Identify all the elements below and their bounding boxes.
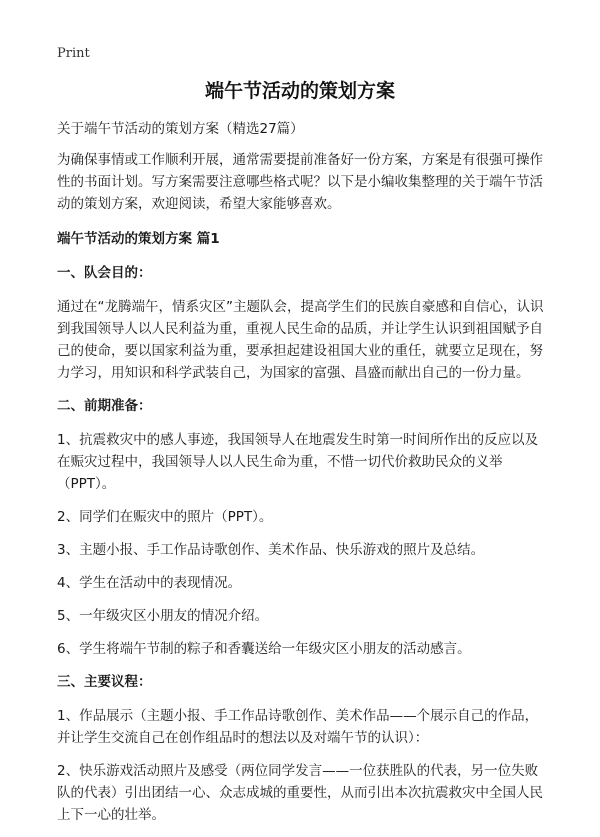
intro-paragraph: 为确保事情或工作顺利开展，通常需要提前准备好一份方案，方案是有很强可操作性的书面计划。写方案需要注意哪些格式呢？以下是小编收集整理的关于端午节活动的策划方案，欢迎阅读，希望大家能够喜欢。 <box>57 152 543 212</box>
list-item: 5、一年级灾区小朋友的情况介绍。 <box>57 608 269 624</box>
purpose-paragraph: 通过在“龙腾端午，情系灾区”主题队会，提高学生们的民族自豪感和自信心，认识到我国领导人以人民利益为重，重视人民生命的品质，并让学生认识到祖国赋予自己的使命，要以国家利益为重，要承担起建设祖国大业的重任，就要立足现在，努力学习，用知识和科学武装自己，为国家的富强、昌盛而献出自己的一份力量。 <box>57 299 544 381</box>
document-title: 端午节活动的策划方案 <box>204 80 395 102</box>
heading-agenda: 三、主要议程： <box>57 674 152 690</box>
list-item: 2、同学们在赈灾中的照片（PPT）。 <box>57 509 273 525</box>
heading-purpose: 一、队会目的： <box>57 265 152 281</box>
list-item: 2、快乐游戏活动照片及感受（两位同学发言——一位获胜队的代表，另一位失败队的代表）引出团结一心、众志成城的重要性，从而引出本次抗震救灾中全国人民上下一心的壮举。 <box>57 763 543 823</box>
print-label: Print <box>57 46 90 61</box>
heading-preparation: 二、前期准备： <box>57 398 152 414</box>
list-item: 3、主题小报、手工作品诗歌创作、美术作品、快乐游戏的照片及总结。 <box>57 542 485 558</box>
list-item: 4、学生在活动中的表现情况。 <box>57 575 242 591</box>
document-body <box>57 118 547 837</box>
list-item: 1、抗震救灾中的感人事迹，我国领导人在地震发生时第一时间所作出的反应以及在赈灾过程中，我国领导人以人民生命为重，不惜一切代价救助民众的义举（PPT）。 <box>57 432 539 492</box>
list-item: 1、作品展示（主题小报、手工作品诗歌创作、美术作品——个展示自己的作品，并让学生交流自己在创作组品时的想法以及对端午节的认识）： <box>57 708 539 746</box>
document-subtitle: 关于端午节活动的策划方案（精选27篇） <box>57 121 304 137</box>
list-item: 6、学生将端午节制的粽子和香囊送给一年级灾区小朋友的活动感言。 <box>57 641 471 657</box>
section-heading: 端午节活动的策划方案 篇1 <box>57 231 220 247</box>
